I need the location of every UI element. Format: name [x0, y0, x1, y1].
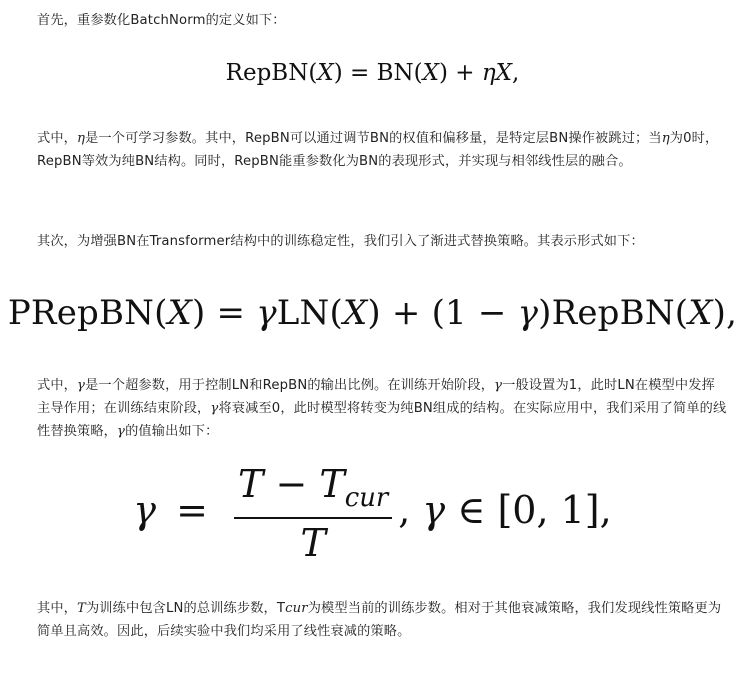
eq2-lhs: PRepBN	[7, 293, 155, 333]
eq2-gamma: γ	[256, 293, 277, 333]
gamma-symbol: γ	[117, 424, 126, 439]
eq2-repbn: RepBN	[551, 293, 675, 333]
gamma-schedule-equation: γ = $\frac{T - T_{cur}}{T}$ , γ ∈ [0, 1],	[133, 462, 612, 566]
gamma-symbol: γ	[494, 378, 503, 393]
eq3-interval: [0, 1],	[497, 488, 612, 533]
progressive-strategy-paragraph: 其次，为增强BN在Transformer结构中的训练稳定性，我们引入了渐进式替换策略。其表示形式如下：	[37, 234, 644, 249]
gamma-symbol: γ	[210, 401, 219, 416]
eta-symbol: η	[77, 131, 86, 146]
gamma-symbol: γ	[77, 378, 86, 393]
conclusion-paragraph: 其中，T为训练中包含LN的总训练步数，Tcur为模型当前的训练步数。相对于其他衰减策略，我们发现线性策略更为简单且高效。因此，后续实验中我们均采用了线性衰减的策略。	[37, 601, 722, 639]
eq1-lhs: RepBN	[225, 60, 309, 86]
eq2-ln: LN	[276, 293, 330, 333]
eq1-equals: =	[350, 60, 370, 86]
prepbn-equation: PRepBN(X) = γLN(X) + (1 − γ)RepBN(X),	[7, 293, 738, 333]
eq1-arg: X	[317, 60, 334, 86]
intro-text: 首先，重参数化BatchNorm的定义如下：	[37, 13, 286, 28]
eq1-bn: BN	[376, 60, 414, 86]
eta-explanation-paragraph: 式中，η是一个可学习参数。其中，RepBN可以通过调节BN的权值和偏移量，是特定层BN操作被跳过；当η为0时，RepBN等效为纯BN结构。同时，RepBN能重参数化为BN的表现形式，并实现与相邻线性层的融合。	[37, 131, 719, 169]
fraction-numerator: $T - T_{cur}$	[234, 462, 392, 519]
eq1-eta: η	[481, 60, 496, 86]
intro-paragraph	[37, 9, 727, 32]
linear-decay-fraction	[234, 462, 392, 565]
gamma-explanation-paragraph: 式中，γ是一个超参数，用于控制LN和RepBN的输出比例。在训练开始阶段，γ一般设置为1，此时LN在模型中发挥主导作用；在训练结束阶段，γ将衰减至0，此时模型将转变为纯BN组成的结构。在实际应用中，我们采用了简单的线性替换策略，γ的值输出如下：	[37, 378, 727, 439]
repbn-equation: RepBN(X) = BN(X) + ηX,	[225, 60, 520, 86]
fraction-denominator: T	[300, 521, 326, 566]
eta-symbol: η	[661, 131, 670, 146]
eq1-plus: +	[455, 60, 475, 86]
